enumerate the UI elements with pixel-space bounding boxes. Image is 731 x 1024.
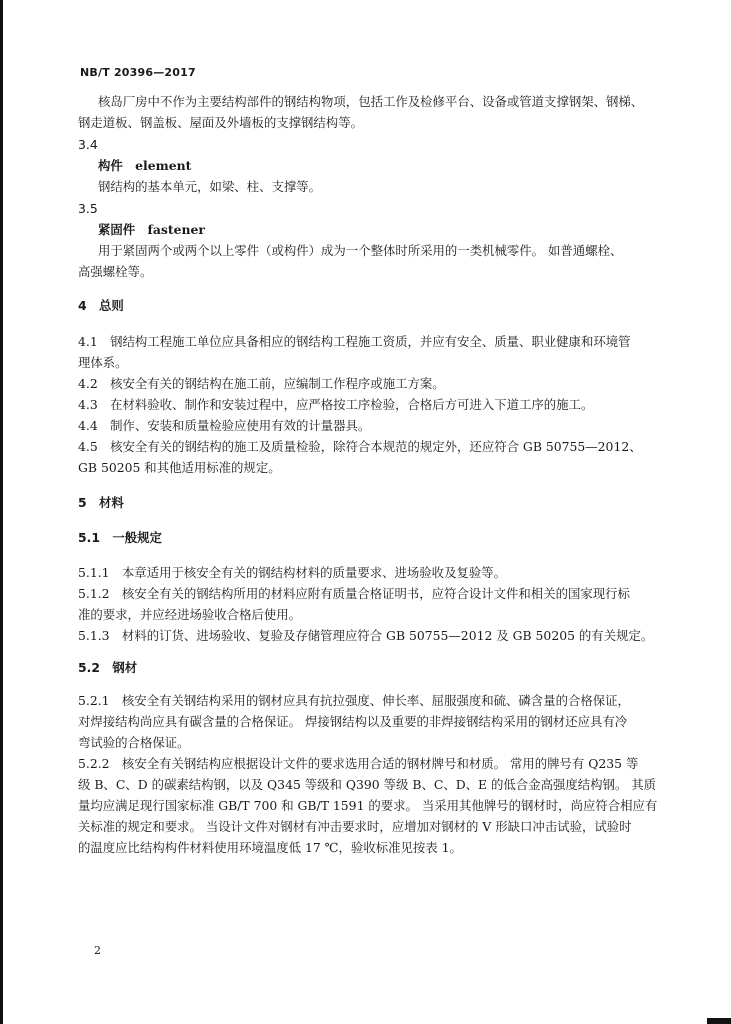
paragraph-line: 钢走道板、钢盖板、屋面及外墙板的支撑钢结构等。 bbox=[78, 115, 363, 130]
clause-line: 4.3 在材料验收、制作和安装过程中，应严格按工序检验，合格后方可进入下道工序的施工。 bbox=[78, 397, 594, 412]
clause-line: 5.1.3 材料的订货、进场验收、复验及存储管理应符合 GB 50755—2012 及 GB 50205 的有关规定。 bbox=[78, 628, 654, 643]
clause-line: GB 50205 和其他适用标准的规定。 bbox=[78, 460, 281, 475]
clause-line: 4.2 核安全有关的钢结构在施工前，应编制工作程序或施工方案。 bbox=[78, 376, 445, 391]
clause-line: 级 B、C、D 的碳素结构钢，以及 Q345 等级和 Q390 等级 B、C、D、E 的低合金高强度结构钢。 其质 bbox=[78, 777, 657, 792]
chapter-title: 5 材料 bbox=[78, 495, 124, 510]
clause-line: 对焊接结构尚应具有碳含量的合格保证。 焊接钢结构以及重要的非焊接钢结构采用的钢材还应具有冷 bbox=[78, 714, 628, 729]
scan-edge-corner bbox=[707, 1018, 731, 1024]
clause-line: 5.1.1 本章适用于核安全有关的钢结构材料的质量要求、进场验收及复验等。 bbox=[78, 565, 507, 580]
term-definition: 用于紧固两个或两个以上零件（或构件）成为一个整体时所采用的一类机械零件。 如普通螺栓、 bbox=[98, 243, 623, 258]
clause-line: 的温度应比结构构件材料使用环境温度低 17 ℃，验收标准见按表 1。 bbox=[78, 840, 462, 855]
term-heading: 紧固件 fastener bbox=[98, 222, 205, 237]
clause-line: 弯试验的合格保证。 bbox=[78, 735, 190, 750]
term-definition: 钢结构的基本单元，如梁、柱、支撑等。 bbox=[98, 179, 322, 194]
clause-line: 5.2.2 核安全有关钢结构应根据设计文件的要求选用合适的钢材牌号和材质。 常用的牌号有 Q235 等 bbox=[78, 756, 639, 771]
clause-line: 5.1.2 核安全有关的钢结构所用的材料应附有质量合格证明书，应符合设计文件和相关的国家现行标 bbox=[78, 586, 630, 601]
section-title: 5.1 一般规定 bbox=[78, 530, 162, 545]
clause-line: 关标准的规定和要求。 当设计文件对钢材有冲击要求时，应增加对钢材的 V 形缺口冲击试验，试验时 bbox=[78, 819, 632, 834]
chapter-title: 4 总则 bbox=[78, 298, 124, 313]
term-definition: 高强螺栓等。 bbox=[78, 264, 153, 279]
clause-line: 5.2.1 核安全有关钢结构采用的钢材应具有抗拉强度、伸长率、屈服强度和硫、磷含量的合格保证， bbox=[78, 693, 630, 708]
clause-number: 3.4 bbox=[78, 137, 98, 152]
section-title: 5.2 钢材 bbox=[78, 660, 138, 675]
clause-line: 4.1 钢结构工程施工单位应具备相应的钢结构工程施工资质，并应有安全、质量、职业健康和环境管 bbox=[78, 334, 631, 349]
clause-line: 理体系。 bbox=[78, 355, 128, 370]
standard-code-header: NB/T 20396—2017 bbox=[80, 66, 196, 79]
clause-line: 4.4 制作、安装和质量检验应使用有效的计量器具。 bbox=[78, 418, 371, 433]
clause-line: 量均应满足现行国家标准 GB/T 700 和 GB/T 1591 的要求。 当采用其他牌号的钢材时，尚应符合相应有 bbox=[78, 798, 658, 813]
page-number: 2 bbox=[94, 944, 101, 957]
term-heading: 构件 element bbox=[98, 158, 192, 173]
clause-line: 4.5 核安全有关的钢结构的施工及质量检验，除符合本规范的规定外，还应符合 GB 50755—2012、 bbox=[78, 439, 642, 454]
clause-number: 3.5 bbox=[78, 201, 98, 216]
clause-line: 准的要求，并应经进场验收合格后使用。 bbox=[78, 607, 302, 622]
paragraph-line: 核岛厂房中不作为主要结构部件的钢结构物项，包括工作及检修平台、设备或管道支撑钢架、钢梯、 bbox=[98, 94, 644, 109]
scan-edge-left bbox=[0, 0, 3, 1024]
